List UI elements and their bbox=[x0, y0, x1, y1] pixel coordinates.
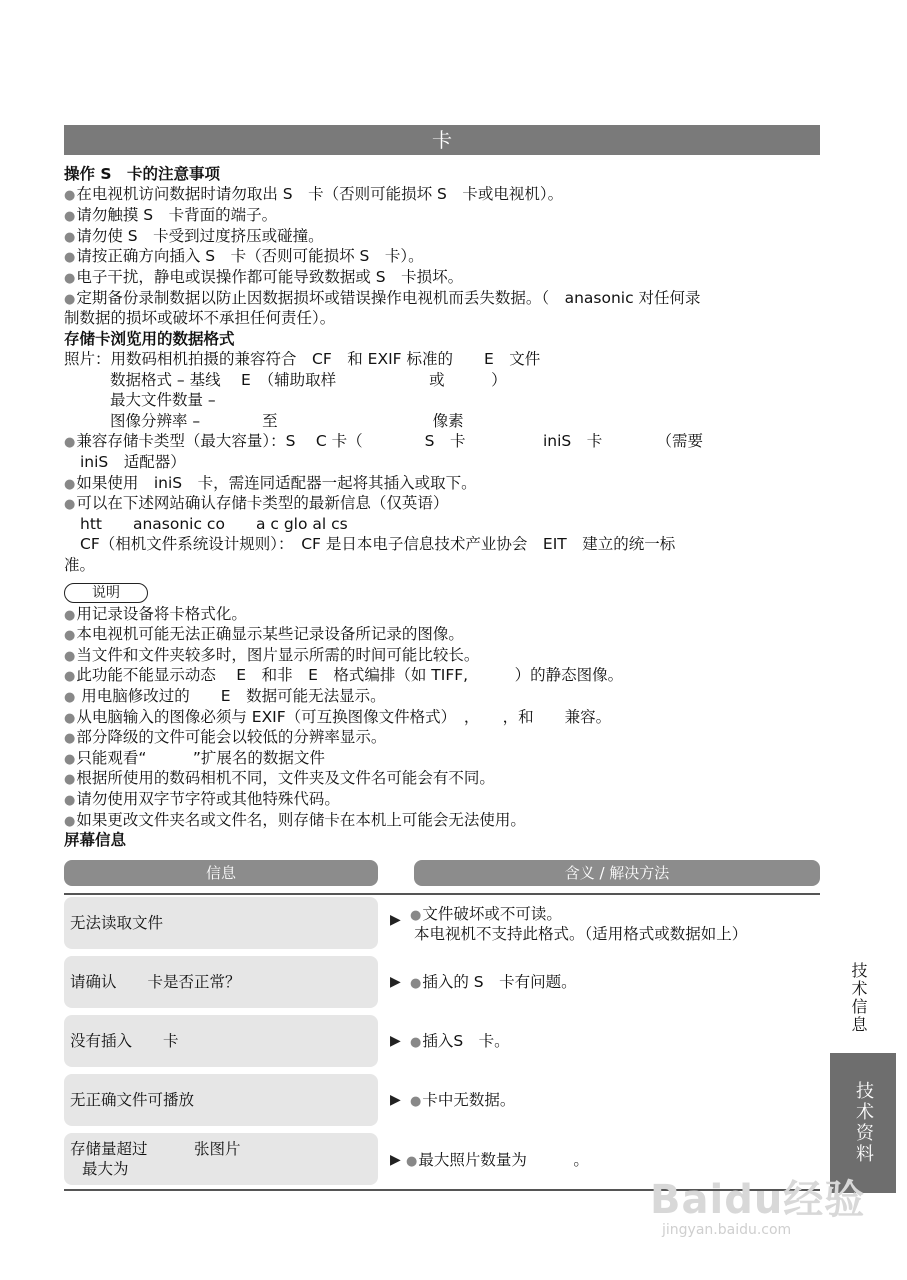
website-link[interactable]: htt anasonic co a c glo al cs bbox=[80, 515, 348, 533]
note-item: ● 用记录设备将卡格式化。 bbox=[64, 604, 247, 626]
side-label-tech-info: 技术信息 bbox=[849, 962, 868, 1034]
format-line: ● 如果使用 iniS 卡，需连同适配器一起将其插入或取下。 bbox=[64, 473, 477, 495]
table-row-message bbox=[64, 1074, 378, 1126]
column-header-meaning: 含义 / 解决方法 bbox=[414, 860, 820, 886]
arrow-right-icon: ▶ bbox=[390, 912, 401, 928]
notes-label: 说明 bbox=[64, 583, 148, 603]
arrow-right-icon: ▶ bbox=[390, 1092, 401, 1108]
note-item: ● 如果更改文件夹名或文件名，则存储卡在本机上可能会无法使用。 bbox=[64, 810, 526, 832]
arrow-right-icon: ▶ bbox=[390, 974, 401, 990]
response-text: ● 卡中无数据。 bbox=[410, 1090, 515, 1112]
format-line: iniS 适配器） bbox=[80, 453, 186, 471]
section-heading-card-care: 操作 S 卡的注意事项 bbox=[64, 165, 221, 183]
response-text: ● 插入的 S 卡有问题。 bbox=[410, 972, 577, 994]
response-text: ● 插入S 卡。 bbox=[410, 1031, 510, 1053]
message-text: 存储量超过 张图片 bbox=[70, 1140, 241, 1158]
note-item: ● 此功能不能显示动态 E 和非 E 格式编排（如 TIFF, ）的静态图像。 bbox=[64, 665, 623, 687]
note-item: ● 请勿使用双字节字符或其他特殊代码。 bbox=[64, 789, 340, 811]
list-item: ● 请勿使 S 卡受到过度挤压或碰撞。 bbox=[64, 226, 324, 248]
list-item: ● 电子干扰，静电或误操作都可能导致数据或 S 卡损坏。 bbox=[64, 267, 463, 289]
note-item: ● 只能观看“ ”扩展名的数据文件 bbox=[64, 748, 325, 770]
format-line: 准。 bbox=[64, 556, 96, 574]
message-text: 无法读取文件 bbox=[70, 914, 164, 932]
message-text-secondary: 最大为 bbox=[82, 1160, 129, 1178]
arrow-right-icon: ▶ bbox=[390, 1152, 401, 1168]
response-text: ● 文件破坏或不可读。 bbox=[410, 904, 562, 926]
note-item: ● 根据所使用的数码相机不同，文件夹及文件名可能会有不同。 bbox=[64, 768, 495, 790]
note-item: ● 当文件和文件夹较多时，图片显示所需的时间可能比较长。 bbox=[64, 645, 479, 667]
note-item: ● 本电视机可能无法正确显示某些记录设备所记录的图像。 bbox=[64, 624, 464, 646]
response-text: 本电视机不支持此格式。（适用格式或数据如上） bbox=[414, 925, 748, 943]
table-row-message bbox=[64, 1133, 378, 1185]
section-heading-data-format: 存储卡浏览用的数据格式 bbox=[64, 330, 235, 348]
format-line: 图像分辨率 – 至 像素 bbox=[110, 412, 464, 430]
list-item: ● 在电视机访问数据时请勿取出 S 卡（否则可能损坏 S 卡或电视机）。 bbox=[64, 184, 563, 206]
watermark-url: jingyan.baidu.com bbox=[662, 1222, 792, 1238]
format-line: 照片：用数码相机拍摄的兼容符合 CF 和 EXIF 标准的 E 文件 bbox=[64, 350, 541, 368]
arrow-right-icon: ▶ bbox=[390, 1033, 401, 1049]
page-title-bar bbox=[64, 125, 820, 155]
format-line: ● 可以在下述网站确认存储卡类型的最新信息（仅英语） bbox=[64, 493, 448, 515]
note-item: ● 部分降级的文件可能会以较低的分辨率显示。 bbox=[64, 727, 386, 749]
watermark-brand: Baidu经验 bbox=[650, 1177, 866, 1223]
list-item: ● 请按正确方向插入 S 卡（否则可能损坏 S 卡）。 bbox=[64, 246, 424, 268]
list-item: ● 定期备份录制数据以防止因数据损坏或错误操作电视机而丢失数据。（ anasonic 对任何录 bbox=[64, 288, 701, 310]
table-row-message bbox=[64, 956, 378, 1008]
format-line: ● 兼容存储卡类型（最大容量）：S C 卡（ S 卡 iniS 卡 （需要 bbox=[64, 431, 703, 453]
note-item: ● 从电脑输入的图像必须与 EXIF（可互换图像文件格式） ， ，和 兼容。 bbox=[64, 707, 611, 729]
table-top-rule bbox=[64, 893, 820, 895]
format-line: 最大文件数量 – bbox=[110, 391, 216, 409]
table-row-message bbox=[64, 1015, 378, 1067]
message-text: 没有插入 卡 bbox=[70, 1032, 179, 1050]
message-text: 无正确文件可播放 bbox=[70, 1091, 195, 1109]
format-line: CF（相机文件系统设计规则）： CF 是日本电子信息技术产业协会 EIT 建立的统一标 bbox=[80, 535, 676, 553]
message-text: 请确认 卡是否正常？ bbox=[70, 973, 241, 991]
format-line: 数据格式 – 基线 E （辅助取样 或 ） bbox=[110, 371, 507, 389]
table-row-message bbox=[64, 897, 378, 949]
list-item-continued: 制数据的损坏或破坏不承担任何责任）。 bbox=[64, 309, 336, 327]
response-text: ● 最大照片数量为 。 bbox=[406, 1150, 589, 1172]
page-title: 卡 bbox=[432, 128, 452, 152]
side-tab-label: 技术资料 bbox=[853, 1081, 874, 1165]
section-heading-screen-info: 屏幕信息 bbox=[64, 831, 127, 849]
list-item: ● 请勿触摸 S 卡背面的端子。 bbox=[64, 205, 277, 227]
note-item: ● 用电脑修改过的 E 数据可能无法显示。 bbox=[64, 686, 386, 708]
column-header-message: 信息 bbox=[64, 860, 378, 886]
